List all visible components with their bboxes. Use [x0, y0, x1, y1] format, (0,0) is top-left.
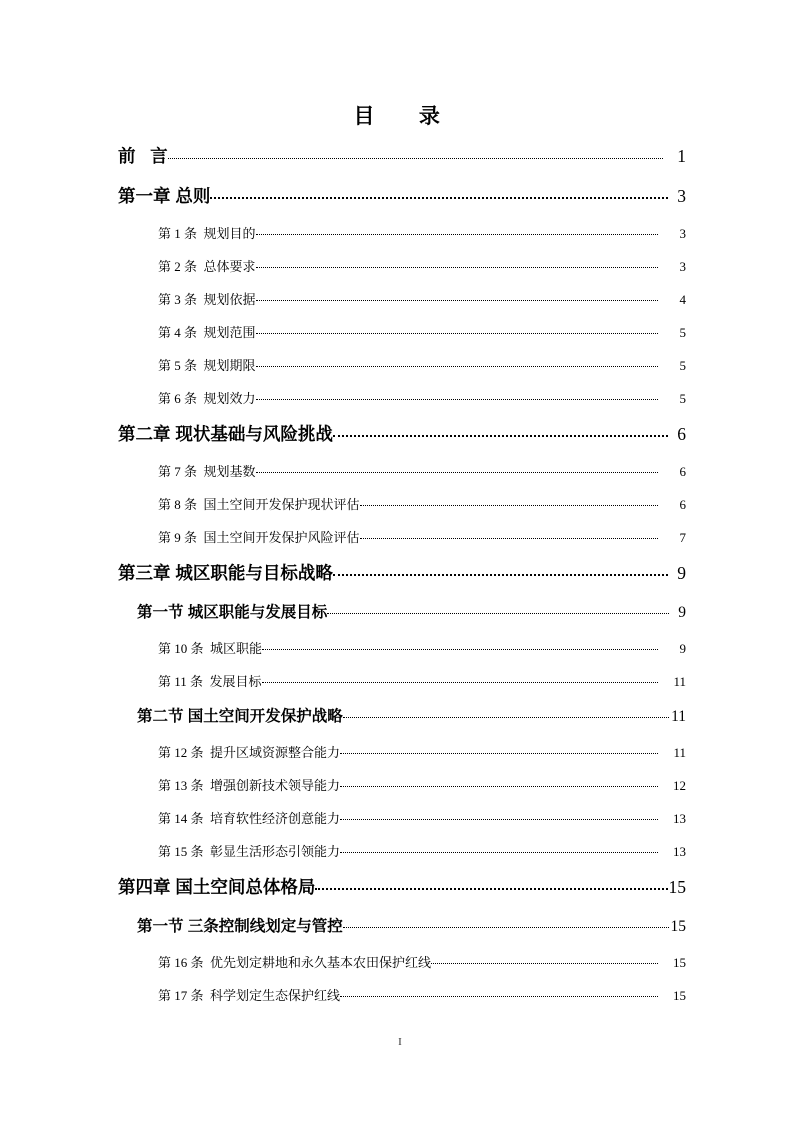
toc-entry-label: 第 4 条 规划范围 [158, 325, 256, 340]
toc-entry-page-number: 11 [673, 674, 686, 689]
toc-dot-leader [327, 602, 669, 618]
toc-entry-label: 第 9 条 国土空间开发保护风险评估 [158, 530, 360, 545]
toc-entry-level-3[interactable] [158, 775, 686, 808]
toc-entry-label: 第 17 条 科学划定生态保护红线 [158, 988, 341, 1003]
toc-dot-leader [256, 225, 658, 238]
toc-entry-level-3[interactable] [158, 388, 686, 421]
toc-entry-label: 第 10 条 城区职能 [158, 641, 263, 656]
toc-dot-leader [315, 876, 668, 894]
toc-entry-page-number: 4 [679, 292, 686, 307]
toc-entry-label: 第 5 条 规划期限 [158, 358, 256, 373]
page-title: 目 录 [353, 105, 447, 128]
toc-entry-label: 第 16 条 优先划定耕地和永久基本农田保护红线 [158, 955, 432, 970]
toc-dot-leader [333, 562, 668, 580]
toc-entry-page-number: 9 [677, 563, 686, 583]
toc-entry-page-number: 15 [673, 955, 686, 970]
toc-entry-level-1[interactable] [118, 560, 686, 600]
toc-entry-page-number: 7 [679, 530, 686, 545]
toc-dot-leader [256, 463, 658, 476]
toc-dot-leader [360, 496, 658, 509]
toc-entry-label: 第 13 条 增强创新技术领导能力 [158, 778, 341, 793]
toc-dot-leader [340, 744, 658, 757]
toc-entry-label: 第三章 城区职能与目标战略 [118, 563, 333, 583]
toc-entry-label: 第 12 条 提升区域资源整合能力 [158, 745, 341, 760]
toc-entry-page-number: 9 [679, 641, 686, 656]
toc-dot-leader [262, 640, 658, 653]
toc-entry-level-3[interactable] [158, 985, 686, 1018]
toc-entry-label: 第一节 三条控制线划定与管控 [137, 918, 343, 935]
toc-entry-page-number: 6 [679, 464, 686, 479]
toc-entry-level-3[interactable] [158, 841, 686, 874]
toc-entry-level-1[interactable] [118, 183, 686, 223]
toc-entry-level-3[interactable] [158, 527, 686, 560]
toc-entry-page-number: 3 [677, 186, 686, 206]
toc-entry-level-3[interactable] [158, 322, 686, 355]
toc-entry-page-number: 15 [668, 877, 686, 897]
toc-dot-leader [168, 145, 663, 163]
toc-entry-label: 第二章 现状基础与风险挑战 [118, 424, 333, 444]
toc-entry-label: 前 言 [118, 146, 168, 166]
toc-entry-page-number: 5 [679, 325, 686, 340]
toc-entry-page-number: 6 [679, 497, 686, 512]
toc-entry-page-number: 1 [677, 146, 686, 166]
toc-dot-leader [256, 258, 658, 271]
toc-entry-page-number: 15 [673, 988, 686, 1003]
toc-entry-level-2[interactable] [137, 914, 686, 952]
toc-dot-leader [343, 706, 669, 722]
toc-dot-leader [340, 777, 658, 790]
toc-entry-label: 第 11 条 发展目标 [158, 674, 262, 689]
toc-entry-label: 第 3 条 规划依据 [158, 292, 256, 307]
toc-entry-level-3[interactable] [158, 952, 686, 985]
toc-dot-leader [340, 810, 658, 823]
toc-entry-page-number: 6 [677, 424, 686, 444]
toc-entry-page-number: 13 [673, 811, 686, 826]
toc-entry-page-number: 3 [679, 226, 686, 241]
toc-dot-leader [256, 357, 658, 370]
toc-entry-level-3[interactable] [158, 742, 686, 775]
toc-dot-leader [340, 987, 658, 1000]
toc-entry-label: 第四章 国土空间总体格局 [118, 877, 316, 897]
toc-entry-label: 第 2 条 总体要求 [158, 259, 256, 274]
toc-entry-label: 第 6 条 规划效力 [158, 391, 256, 406]
table-of-contents [118, 143, 686, 1018]
toc-entry-level-3[interactable] [158, 223, 686, 256]
toc-entry-page-number: 13 [673, 844, 686, 859]
toc-entry-page-number: 9 [678, 604, 686, 621]
toc-dot-leader [340, 843, 658, 856]
toc-entry-page-number: 15 [670, 918, 686, 935]
toc-entry-level-1[interactable] [118, 143, 686, 183]
toc-dot-leader [256, 390, 658, 403]
page-number-footer: I [398, 1036, 402, 1048]
toc-dot-leader [343, 916, 669, 932]
toc-entry-page-number: 11 [673, 745, 686, 760]
toc-entry-label: 第一节 城区职能与发展目标 [137, 604, 328, 621]
toc-entry-label: 第 8 条 国土空间开发保护现状评估 [158, 497, 360, 512]
toc-entry-level-3[interactable] [158, 638, 686, 671]
toc-entry-page-number: 5 [679, 358, 686, 373]
toc-entry-level-3[interactable] [158, 256, 686, 289]
toc-entry-level-2[interactable] [137, 704, 686, 742]
toc-entry-level-3[interactable] [158, 494, 686, 527]
toc-entry-level-3[interactable] [158, 355, 686, 388]
toc-entry-label: 第 15 条 彰显生活形态引领能力 [158, 844, 341, 859]
toc-entry-page-number: 11 [671, 708, 686, 725]
toc-dot-leader [256, 324, 658, 337]
toc-entry-level-2[interactable] [137, 600, 686, 638]
toc-entry-label: 第 7 条 规划基数 [158, 464, 256, 479]
toc-entry-label: 第 14 条 培育软性经济创意能力 [158, 811, 341, 826]
toc-entry-level-1[interactable] [118, 421, 686, 461]
toc-dot-leader [210, 185, 668, 203]
toc-entry-level-3[interactable] [158, 289, 686, 322]
toc-entry-level-3[interactable] [158, 808, 686, 841]
toc-entry-label: 第 1 条 规划目的 [158, 226, 256, 241]
toc-entry-level-3[interactable] [158, 461, 686, 494]
toc-entry-level-1[interactable] [118, 874, 686, 914]
toc-entry-page-number: 3 [679, 259, 686, 274]
toc-entry-label: 第二节 国土空间开发保护战略 [137, 708, 343, 725]
toc-dot-leader [333, 423, 668, 441]
toc-dot-leader [431, 954, 658, 967]
toc-entry-level-3[interactable] [158, 671, 686, 704]
toc-entry-page-number: 5 [679, 391, 686, 406]
toc-entry-label: 第一章 总则 [118, 186, 211, 206]
toc-dot-leader [256, 291, 658, 304]
toc-entry-page-number: 12 [673, 778, 686, 793]
toc-dot-leader [262, 673, 658, 686]
toc-dot-leader [360, 529, 658, 542]
